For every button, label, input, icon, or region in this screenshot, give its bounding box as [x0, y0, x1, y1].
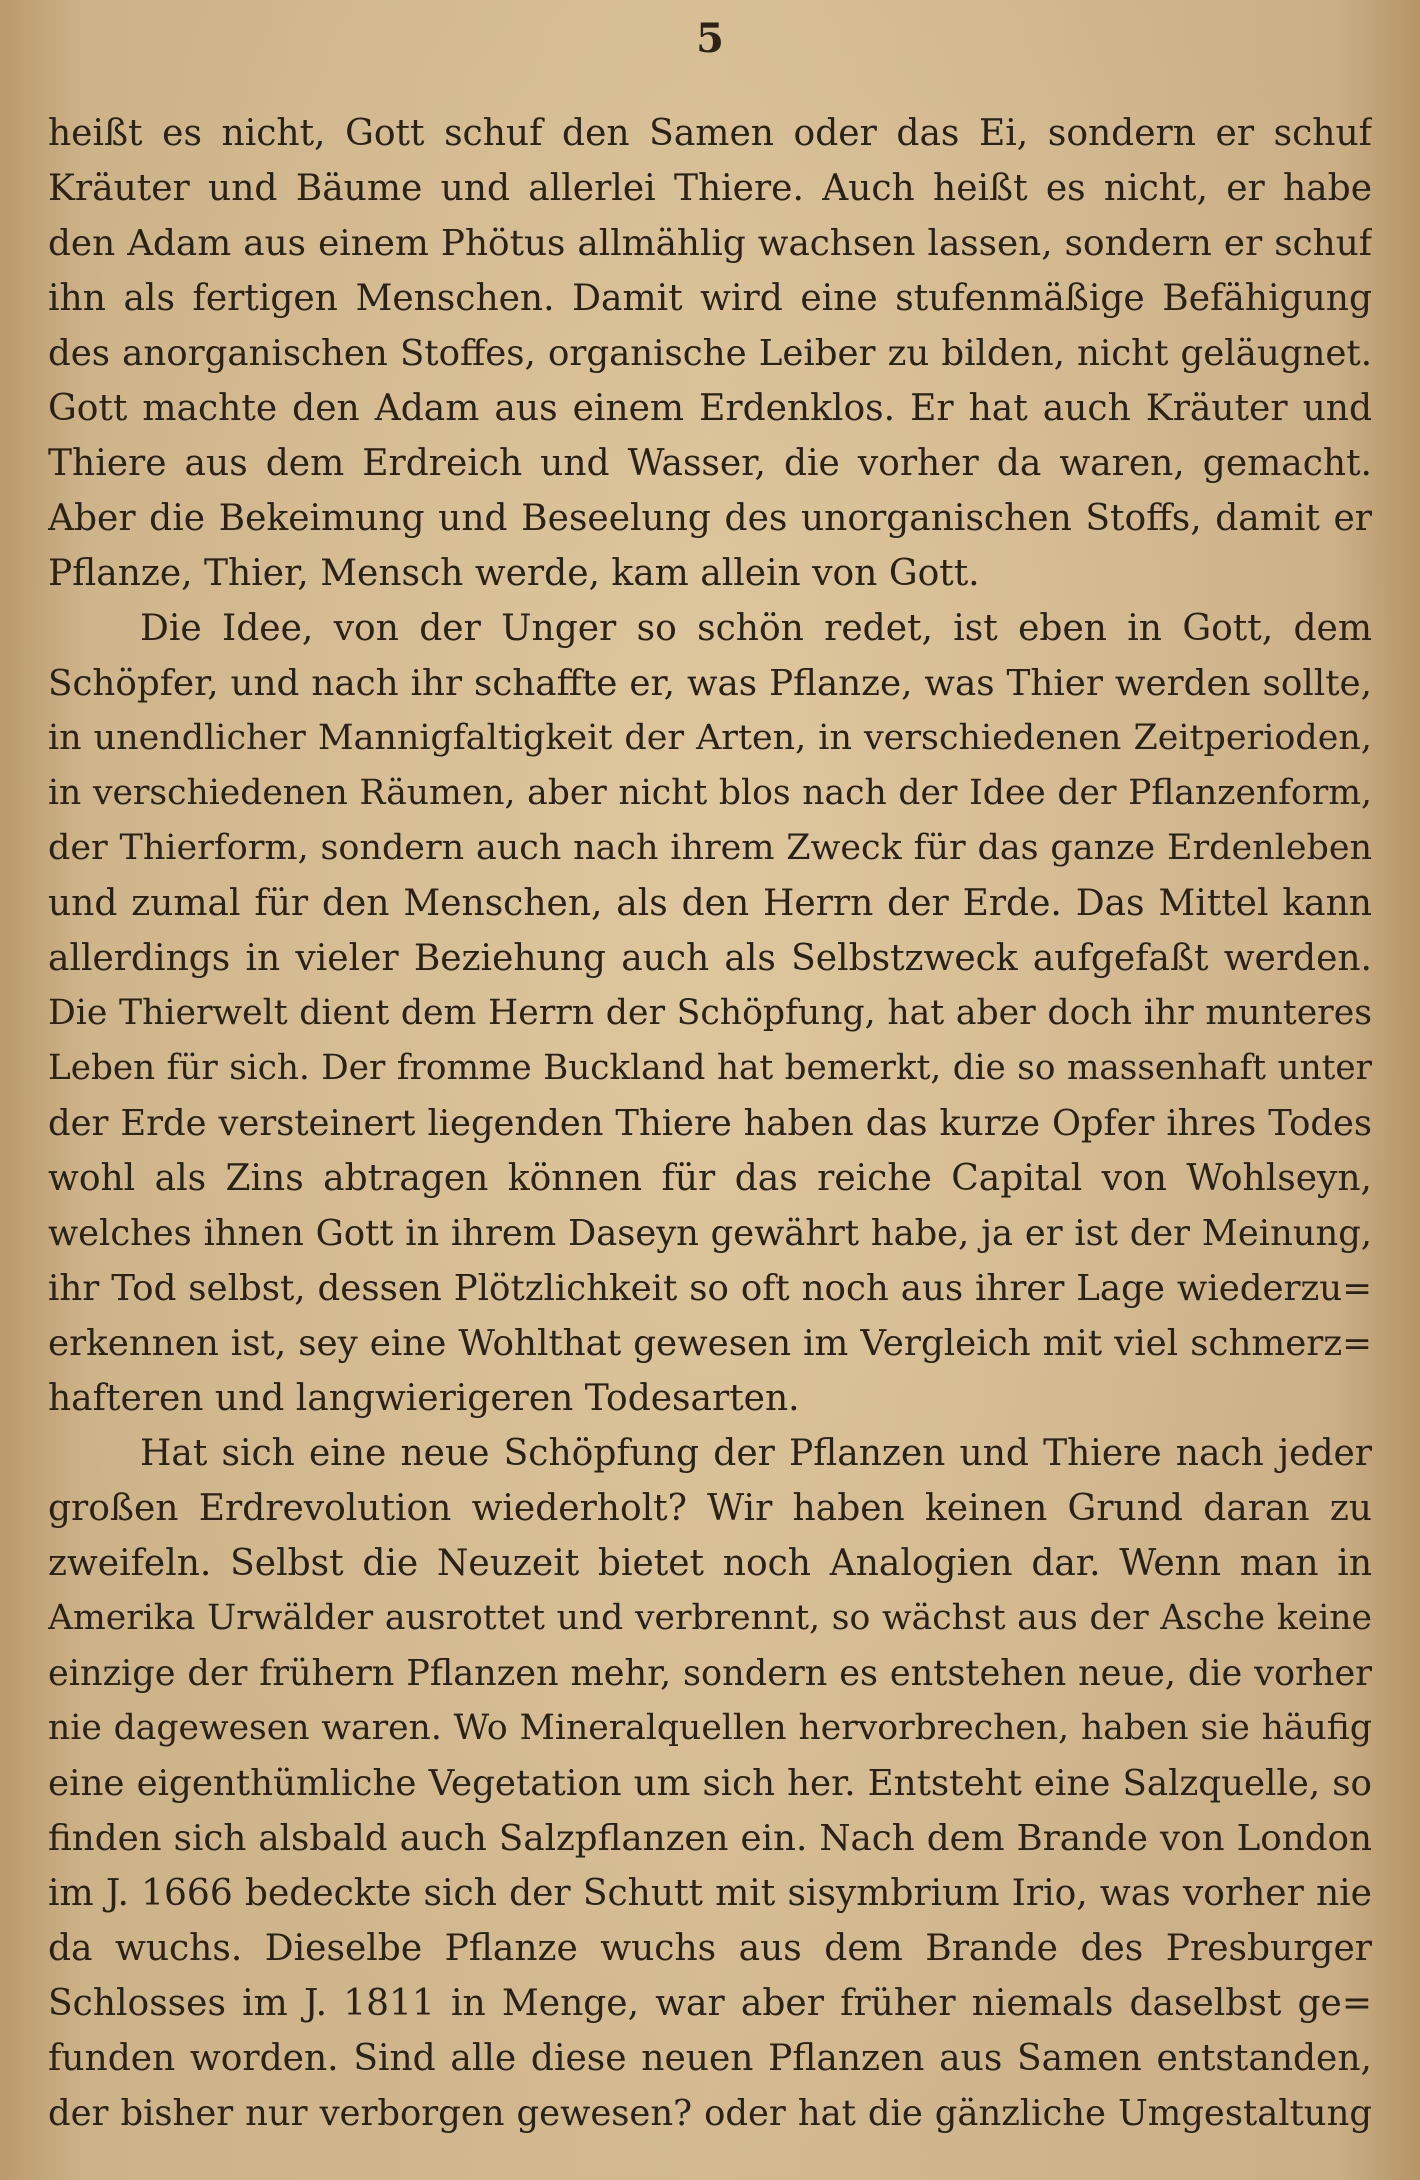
text-line: Amerika Urwälder ausrottet und verbrennt, so wächst aus der Asche keine: [48, 1598, 1372, 1638]
text-line: Thiere aus dem Erdreich und Wasser, die vorher da waren, gemacht.: [48, 443, 1372, 484]
text-line: Kräuter und Bäume und allerlei Thiere. Auch heißt es nicht, er habe: [48, 168, 1372, 209]
text-line: da wuchs. Dieselbe Pflanze wuchs aus dem Brande des Presburger: [48, 1928, 1372, 1969]
text-line: nie dagewesen waren. Wo Mineralquellen hervorbrechen, haben sie häufig: [48, 1708, 1372, 1748]
text-line: welches ihnen Gott in ihrem Daseyn gewährt habe, ja er ist der Meinung,: [48, 1213, 1372, 1254]
text-line: Hat sich eine neue Schöpfung der Pflanzen und Thiere nach jeder: [140, 1433, 1372, 1474]
text-line: und zumal für den Menschen, als den Herrn der Erde. Das Mittel kann: [48, 883, 1372, 924]
text-line: in verschiedenen Räumen, aber nicht blos nach der Idee der Pflanzenform,: [48, 773, 1372, 813]
text-line: Schöpfer, und nach ihr schaffte er, was Pflanze, was Thier werden sollte,: [48, 663, 1372, 704]
text-line: in unendlicher Mannigfaltigkeit der Arten, in verschiedenen Zeitperioden,: [48, 718, 1372, 758]
text-line: Die Thierwelt dient dem Herrn der Schöpfung, hat aber doch ihr munteres: [48, 993, 1372, 1033]
text-line: den Adam aus einem Phötus allmählig wachsen lassen, sondern er schuf: [48, 223, 1372, 264]
text-line: heißt es nicht, Gott schuf den Samen oder das Ei, sondern er schuf: [48, 113, 1372, 154]
text-line: Aber die Bekeimung und Beseelung des unorganischen Stoffs, damit er: [48, 498, 1372, 539]
text-line: funden worden. Sind alle diese neuen Pflanzen aus Samen entstanden,: [48, 2038, 1372, 2079]
text-line: im J. 1666 bedeckte sich der Schutt mit sisymbrium Irio, was vorher nie: [48, 1873, 1372, 1914]
text-line: eine eigenthümliche Vegetation um sich her. Entsteht eine Salzquelle, so: [48, 1763, 1372, 1804]
text-line: erkennen ist, sey eine Wohlthat gewesen im Vergleich mit viel schmerz=: [48, 1323, 1372, 1364]
text-line: der bisher nur verborgen gewesen? oder hat die gänzliche Umgestaltung: [48, 2093, 1372, 2134]
text-line: Leben für sich. Der fromme Buckland hat bemerkt, die so massenhaft unter: [48, 1048, 1372, 1088]
text-line: allerdings in vieler Beziehung auch als Selbstzweck aufgefaßt werden.: [48, 938, 1372, 979]
text-line: ihr Tod selbst, dessen Plötzlichkeit so oft noch aus ihrer Lage wiederzu=: [48, 1268, 1372, 1309]
text-line: zweifeln. Selbst die Neuzeit bietet noch Analogien dar. Wenn man in: [48, 1543, 1372, 1584]
text-line: Schlosses im J. 1811 in Menge, war aber früher niemals daselbst ge=: [48, 1983, 1372, 2024]
text-line: einzige der frühern Pflanzen mehr, sondern es entstehen neue, die vorher: [48, 1653, 1372, 1694]
body-text: [48, 106, 1372, 2141]
text-line: großen Erdrevolution wiederholt? Wir haben keinen Grund daran zu: [48, 1488, 1372, 1529]
text-line: Die Idee, von der Unger so schön redet, ist eben in Gott, dem: [140, 608, 1372, 649]
text-line: der Thierform, sondern auch nach ihrem Zweck für das ganze Erdenleben: [48, 828, 1372, 868]
text-line: Gott machte den Adam aus einem Erdenklos. Er hat auch Kräuter und: [48, 388, 1372, 429]
text-line: Pflanze, Thier, Mensch werde, kam allein von Gott.: [48, 553, 980, 594]
text-line: der Erde versteinert liegenden Thiere haben das kurze Opfer ihres Todes: [48, 1103, 1372, 1144]
text-line: wohl als Zins abtragen können für das reiche Capital von Wohlseyn,: [48, 1158, 1372, 1199]
text-line: finden sich alsbald auch Salzpflanzen ein. Nach dem Brande von London: [48, 1818, 1372, 1859]
text-line: des anorganischen Stoffes, organische Leiber zu bilden, nicht geläugnet.: [48, 333, 1372, 374]
text-line: hafteren und langwierigeren Todesarten.: [48, 1378, 800, 1419]
text-line: ihn als fertigen Menschen. Damit wird eine stufenmäßige Befähigung: [48, 278, 1372, 319]
page-number: 5: [696, 15, 724, 62]
